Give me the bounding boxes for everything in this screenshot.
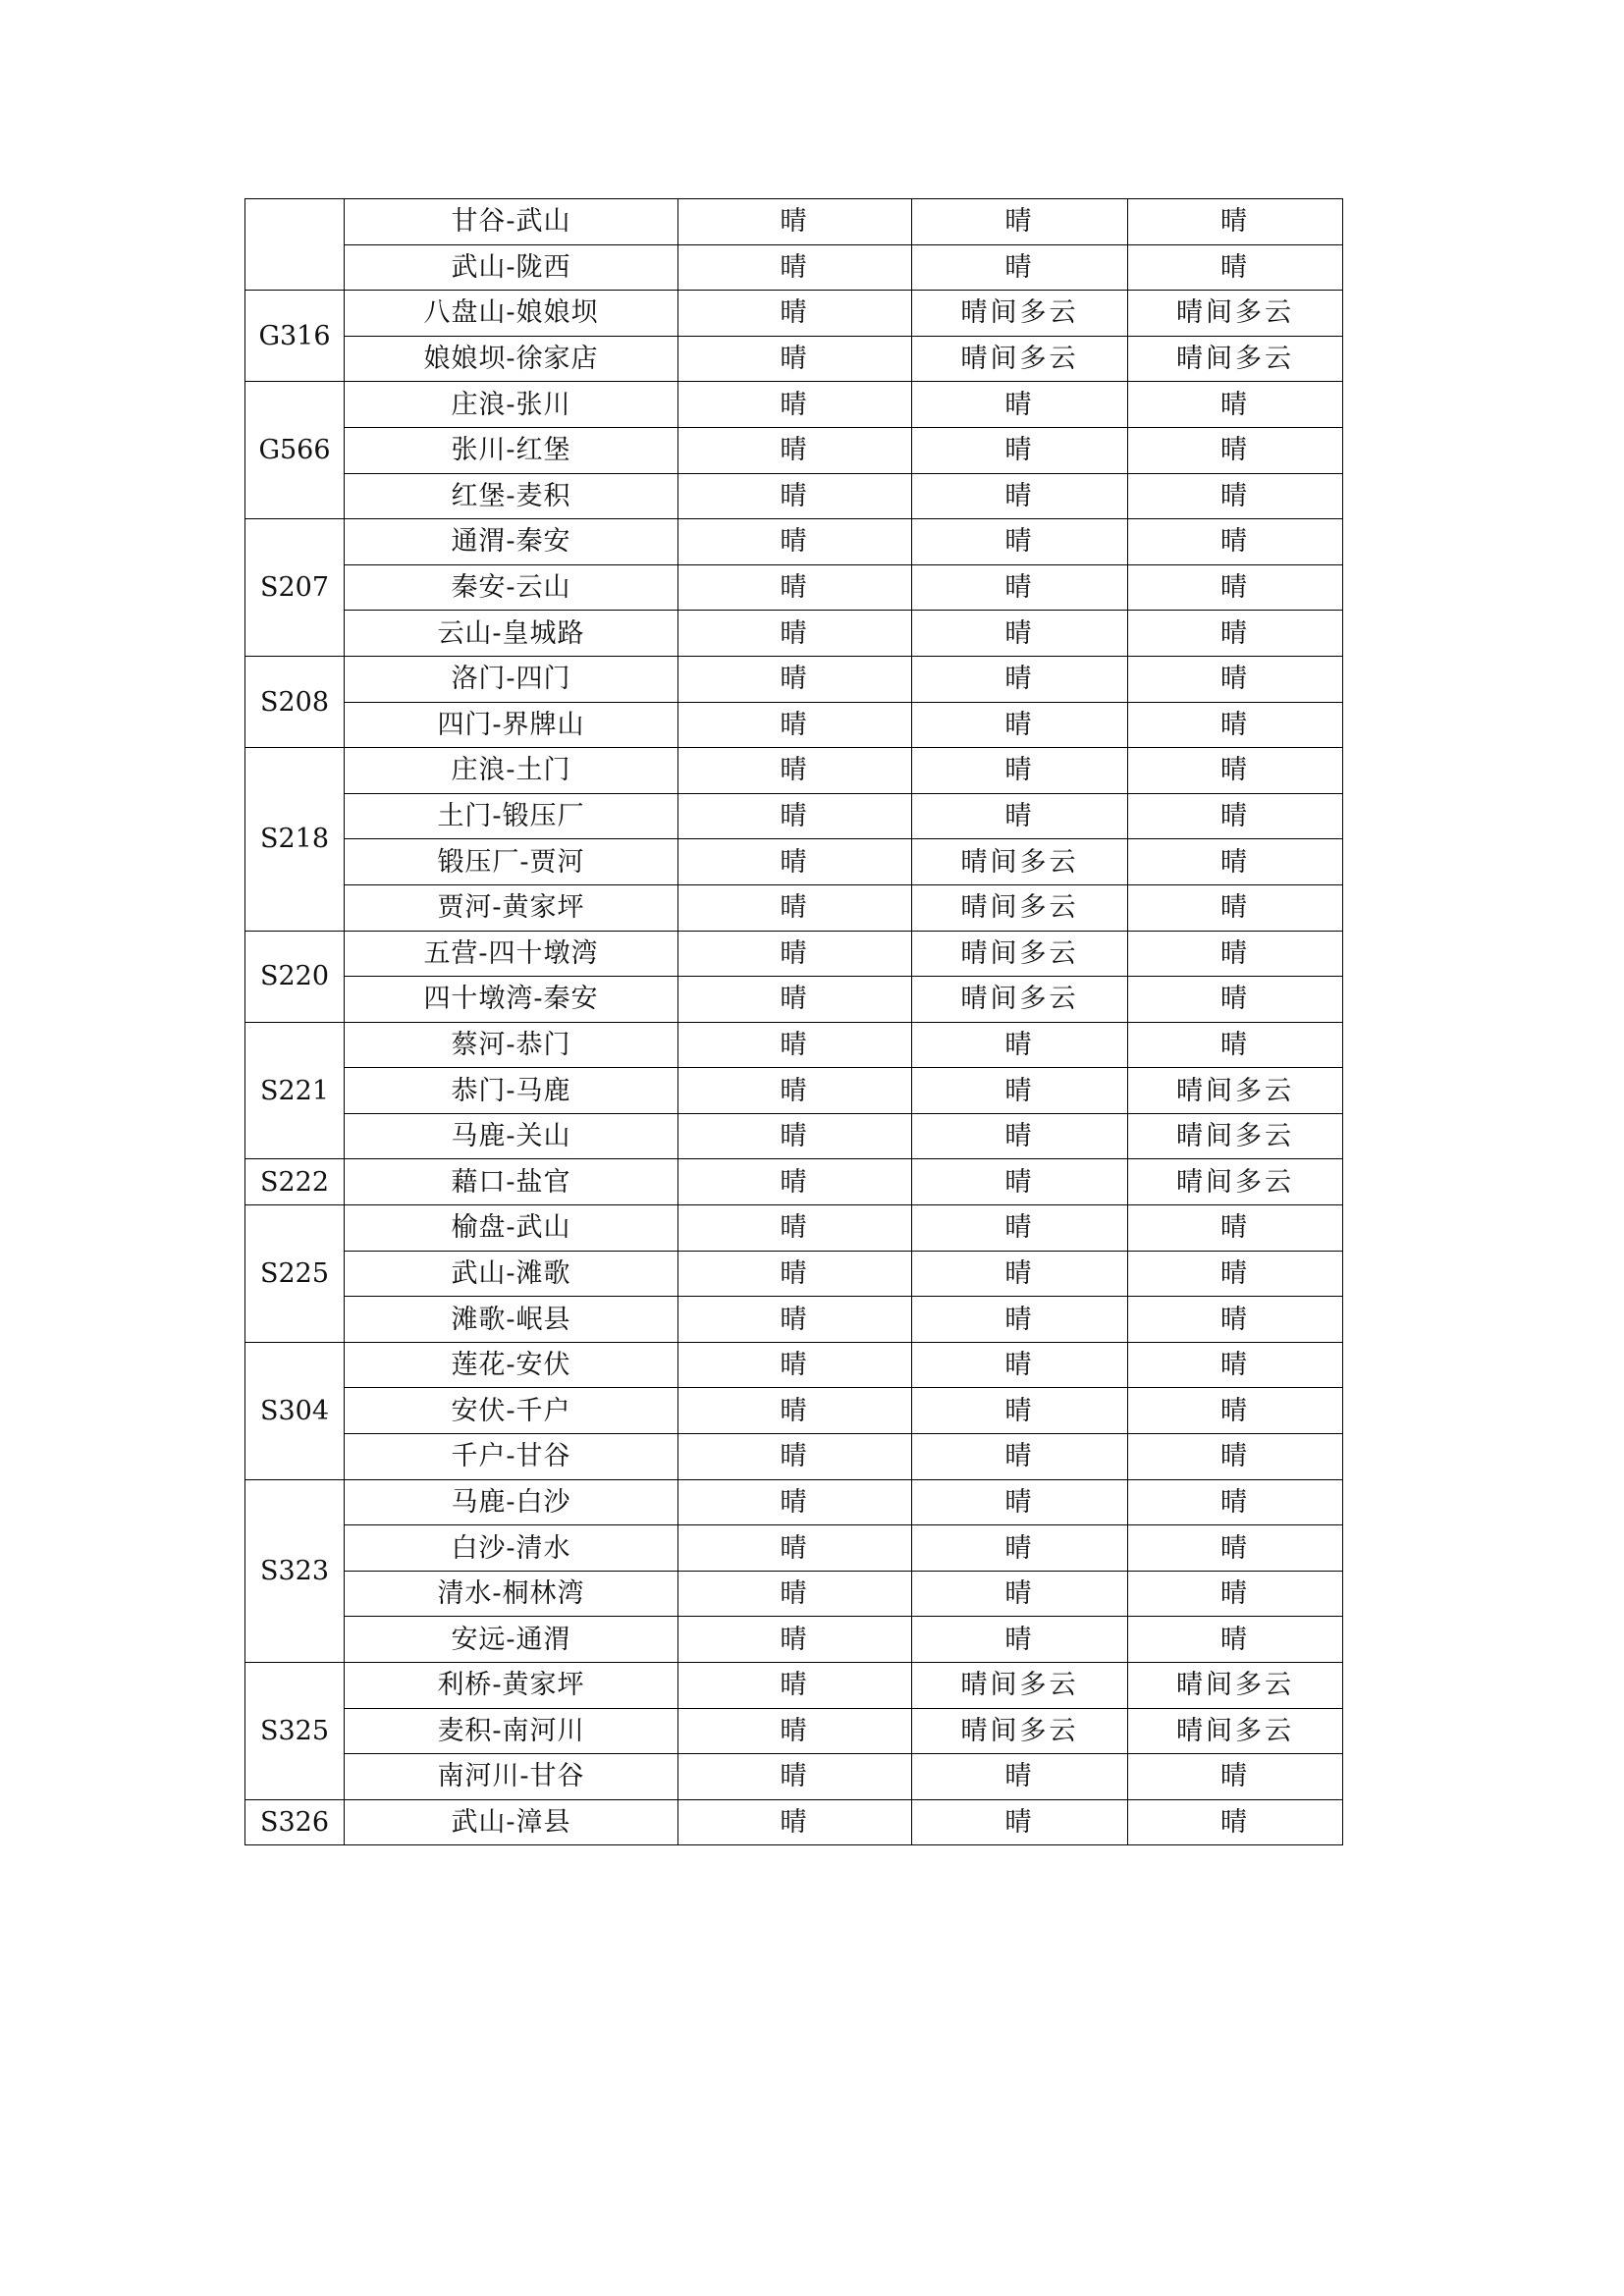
weather-cell-period-2: 晴: [912, 1251, 1128, 1297]
weather-cell-period-1: 晴: [678, 748, 912, 794]
table-row: [245, 1205, 1343, 1252]
table-row: [245, 1663, 1343, 1709]
table-row: [245, 977, 1343, 1023]
weather-cell-period-2: 晴间多云: [912, 336, 1128, 382]
route-code-cell: S218: [245, 748, 345, 931]
weather-cell-period-2: 晴: [912, 1799, 1128, 1845]
weather-cell-period-1: 晴: [678, 1799, 912, 1845]
weather-cell-period-3: 晴: [1128, 611, 1343, 657]
table-row: [245, 1251, 1343, 1297]
weather-cell-period-3: 晴: [1128, 1479, 1343, 1525]
route-code-cell: S323: [245, 1479, 345, 1662]
weather-cell-period-1: 晴: [678, 382, 912, 428]
route-code-cell: S326: [245, 1799, 345, 1845]
weather-cell-period-3: 晴: [1128, 1342, 1343, 1388]
road-section-cell: 榆盘-武山: [345, 1205, 678, 1252]
weather-cell-period-3: 晴: [1128, 977, 1343, 1023]
weather-cell-period-1: 晴: [678, 1113, 912, 1159]
weather-cell-period-3: 晴: [1128, 884, 1343, 931]
weather-cell-period-2: 晴: [912, 656, 1128, 702]
weather-cell-period-3: 晴间多云: [1128, 1159, 1343, 1205]
road-section-cell: 马鹿-白沙: [345, 1479, 678, 1525]
road-section-cell: 莲花-安伏: [345, 1342, 678, 1388]
table-row: [245, 336, 1343, 382]
table-row: [245, 1571, 1343, 1617]
weather-cell-period-2: 晴间多云: [912, 884, 1128, 931]
road-section-cell: 滩歌-岷县: [345, 1297, 678, 1343]
road-section-cell: 秦安-云山: [345, 564, 678, 611]
weather-cell-period-3: 晴: [1128, 702, 1343, 748]
weather-cell-period-3: 晴: [1128, 1525, 1343, 1572]
table-row: [245, 1022, 1343, 1068]
weather-cell-period-2: 晴: [912, 1525, 1128, 1572]
weather-cell-period-3: 晴: [1128, 244, 1343, 291]
weather-cell-period-3: 晴: [1128, 748, 1343, 794]
table-row: [245, 1068, 1343, 1114]
weather-cell-period-3: 晴: [1128, 1022, 1343, 1068]
weather-cell-period-2: 晴: [912, 473, 1128, 519]
road-weather-table-body: [245, 199, 1343, 1845]
table-row: [245, 244, 1343, 291]
road-section-cell: 娘娘坝-徐家店: [345, 336, 678, 382]
road-section-cell: 贾河-黄家坪: [345, 884, 678, 931]
weather-cell-period-2: 晴: [912, 1434, 1128, 1480]
weather-cell-period-1: 晴: [678, 656, 912, 702]
table-row: [245, 748, 1343, 794]
weather-cell-period-3: 晴: [1128, 1205, 1343, 1252]
table-row: [245, 1799, 1343, 1845]
weather-cell-period-3: 晴: [1128, 1297, 1343, 1343]
table-row: [245, 1159, 1343, 1205]
weather-cell-period-1: 晴: [678, 291, 912, 337]
weather-cell-period-1: 晴: [678, 1022, 912, 1068]
road-section-cell: 马鹿-关山: [345, 1113, 678, 1159]
table-row: [245, 839, 1343, 885]
table-row: [245, 1754, 1343, 1800]
weather-cell-period-2: 晴: [912, 1571, 1128, 1617]
weather-cell-period-1: 晴: [678, 1205, 912, 1252]
weather-cell-period-3: 晴间多云: [1128, 1663, 1343, 1709]
weather-cell-period-3: 晴间多云: [1128, 336, 1343, 382]
weather-cell-period-3: 晴: [1128, 519, 1343, 565]
weather-cell-period-2: 晴: [912, 564, 1128, 611]
weather-cell-period-3: 晴: [1128, 1617, 1343, 1663]
table-row: [245, 931, 1343, 977]
table-row: [245, 702, 1343, 748]
road-section-cell: 安远-通渭: [345, 1617, 678, 1663]
road-section-cell: 土门-锻压厂: [345, 793, 678, 839]
table-row: [245, 1297, 1343, 1343]
road-section-cell: 通渭-秦安: [345, 519, 678, 565]
weather-cell-period-2: 晴: [912, 1617, 1128, 1663]
weather-cell-period-3: 晴: [1128, 793, 1343, 839]
weather-cell-period-1: 晴: [678, 1571, 912, 1617]
weather-cell-period-3: 晴间多云: [1128, 1068, 1343, 1114]
weather-cell-period-1: 晴: [678, 1708, 912, 1754]
route-code-cell: S220: [245, 931, 345, 1022]
road-section-cell: 恭门-马鹿: [345, 1068, 678, 1114]
weather-cell-period-1: 晴: [678, 793, 912, 839]
weather-cell-period-1: 晴: [678, 931, 912, 977]
weather-cell-period-1: 晴: [678, 336, 912, 382]
weather-cell-period-2: 晴: [912, 1022, 1128, 1068]
weather-cell-period-1: 晴: [678, 1251, 912, 1297]
table-row: [245, 1525, 1343, 1572]
weather-cell-period-2: 晴: [912, 702, 1128, 748]
table-row: [245, 564, 1343, 611]
weather-cell-period-3: 晴: [1128, 1799, 1343, 1845]
weather-cell-period-1: 晴: [678, 427, 912, 473]
weather-cell-period-2: 晴: [912, 1068, 1128, 1114]
road-section-cell: 五营-四十墩湾: [345, 931, 678, 977]
weather-cell-period-1: 晴: [678, 564, 912, 611]
road-section-cell: 麦积-南河川: [345, 1708, 678, 1754]
weather-cell-period-3: 晴: [1128, 1571, 1343, 1617]
weather-cell-period-1: 晴: [678, 611, 912, 657]
weather-cell-period-1: 晴: [678, 1297, 912, 1343]
road-section-cell: 蔡河-恭门: [345, 1022, 678, 1068]
weather-cell-period-3: 晴: [1128, 427, 1343, 473]
weather-cell-period-3: 晴间多云: [1128, 1113, 1343, 1159]
weather-cell-period-3: 晴间多云: [1128, 291, 1343, 337]
route-code-cell: G316: [245, 291, 345, 382]
road-section-cell: 武山-漳县: [345, 1799, 678, 1845]
weather-cell-period-3: 晴: [1128, 473, 1343, 519]
road-section-cell: 张川-红堡: [345, 427, 678, 473]
road-section-cell: 武山-滩歌: [345, 1251, 678, 1297]
weather-cell-period-1: 晴: [678, 1342, 912, 1388]
table-row: [245, 793, 1343, 839]
road-section-cell: 白沙-清水: [345, 1525, 678, 1572]
weather-cell-period-3: 晴: [1128, 382, 1343, 428]
route-code-cell: S222: [245, 1159, 345, 1205]
table-row: [245, 427, 1343, 473]
weather-cell-period-2: 晴: [912, 244, 1128, 291]
table-row: [245, 1617, 1343, 1663]
weather-cell-period-1: 晴: [678, 1159, 912, 1205]
road-section-cell: 八盘山-娘娘坝: [345, 291, 678, 337]
weather-cell-period-3: 晴: [1128, 564, 1343, 611]
table-row: [245, 1388, 1343, 1434]
weather-cell-period-1: 晴: [678, 1434, 912, 1480]
weather-cell-period-3: 晴: [1128, 931, 1343, 977]
road-section-cell: 利桥-黄家坪: [345, 1663, 678, 1709]
weather-cell-period-1: 晴: [678, 702, 912, 748]
route-code-cell: G566: [245, 382, 345, 519]
weather-cell-period-1: 晴: [678, 199, 912, 245]
road-section-cell: 安伏-千户: [345, 1388, 678, 1434]
road-section-cell: 千户-甘谷: [345, 1434, 678, 1480]
weather-cell-period-1: 晴: [678, 1479, 912, 1525]
weather-cell-period-2: 晴: [912, 1205, 1128, 1252]
route-code-cell: S207: [245, 519, 345, 657]
weather-cell-period-1: 晴: [678, 977, 912, 1023]
weather-cell-period-2: 晴: [912, 382, 1128, 428]
table-row: [245, 291, 1343, 337]
weather-cell-period-2: 晴: [912, 793, 1128, 839]
table-row: [245, 473, 1343, 519]
road-section-cell: 洛门-四门: [345, 656, 678, 702]
road-section-cell: 甘谷-武山: [345, 199, 678, 245]
table-row: [245, 611, 1343, 657]
route-code-cell: S304: [245, 1342, 345, 1479]
weather-cell-period-3: 晴: [1128, 656, 1343, 702]
weather-cell-period-3: 晴: [1128, 1754, 1343, 1800]
route-code-cell: S221: [245, 1022, 345, 1159]
weather-cell-period-3: 晴: [1128, 839, 1343, 885]
table-row: [245, 656, 1343, 702]
table-row: [245, 1434, 1343, 1480]
weather-cell-period-2: 晴间多云: [912, 1663, 1128, 1709]
road-section-cell: 藉口-盐官: [345, 1159, 678, 1205]
weather-cell-period-3: 晴: [1128, 1434, 1343, 1480]
route-code-cell: [245, 199, 345, 291]
route-code-cell: S325: [245, 1663, 345, 1800]
weather-cell-period-1: 晴: [678, 839, 912, 885]
weather-cell-period-2: 晴: [912, 1297, 1128, 1343]
table-row: [245, 382, 1343, 428]
weather-cell-period-2: 晴: [912, 1113, 1128, 1159]
road-weather-table: [244, 198, 1343, 1845]
road-section-cell: 四门-界牌山: [345, 702, 678, 748]
road-section-cell: 红堡-麦积: [345, 473, 678, 519]
weather-cell-period-1: 晴: [678, 884, 912, 931]
weather-cell-period-2: 晴: [912, 611, 1128, 657]
route-code-cell: S208: [245, 656, 345, 747]
road-section-cell: 云山-皇城路: [345, 611, 678, 657]
table-row: [245, 884, 1343, 931]
weather-cell-period-2: 晴间多云: [912, 977, 1128, 1023]
weather-cell-period-2: 晴: [912, 1159, 1128, 1205]
weather-cell-period-1: 晴: [678, 1663, 912, 1709]
weather-cell-period-3: 晴: [1128, 199, 1343, 245]
weather-cell-period-2: 晴间多云: [912, 291, 1128, 337]
route-code-cell: S225: [245, 1205, 345, 1343]
weather-cell-period-2: 晴间多云: [912, 1708, 1128, 1754]
weather-cell-period-1: 晴: [678, 1754, 912, 1800]
road-section-cell: 清水-桐林湾: [345, 1571, 678, 1617]
weather-cell-period-3: 晴: [1128, 1251, 1343, 1297]
weather-cell-period-1: 晴: [678, 1388, 912, 1434]
weather-cell-period-2: 晴: [912, 1342, 1128, 1388]
weather-cell-period-1: 晴: [678, 473, 912, 519]
weather-cell-period-2: 晴: [912, 1479, 1128, 1525]
weather-cell-period-2: 晴: [912, 1754, 1128, 1800]
road-section-cell: 武山-陇西: [345, 244, 678, 291]
table-row: [245, 1708, 1343, 1754]
table-row: [245, 1479, 1343, 1525]
weather-cell-period-1: 晴: [678, 244, 912, 291]
weather-cell-period-3: 晴: [1128, 1388, 1343, 1434]
weather-cell-period-2: 晴: [912, 748, 1128, 794]
road-section-cell: 锻压厂-贾河: [345, 839, 678, 885]
table-row: [245, 1342, 1343, 1388]
weather-cell-period-2: 晴间多云: [912, 839, 1128, 885]
weather-cell-period-2: 晴: [912, 199, 1128, 245]
weather-cell-period-2: 晴: [912, 519, 1128, 565]
weather-cell-period-3: 晴间多云: [1128, 1708, 1343, 1754]
road-section-cell: 庄浪-土门: [345, 748, 678, 794]
road-section-cell: 庄浪-张川: [345, 382, 678, 428]
weather-cell-period-2: 晴间多云: [912, 931, 1128, 977]
road-section-cell: 南河川-甘谷: [345, 1754, 678, 1800]
weather-cell-period-1: 晴: [678, 1617, 912, 1663]
weather-cell-period-1: 晴: [678, 1068, 912, 1114]
weather-cell-period-1: 晴: [678, 1525, 912, 1572]
table-row: [245, 519, 1343, 565]
weather-cell-period-1: 晴: [678, 519, 912, 565]
table-row: [245, 1113, 1343, 1159]
weather-cell-period-2: 晴: [912, 427, 1128, 473]
weather-cell-period-2: 晴: [912, 1388, 1128, 1434]
road-section-cell: 四十墩湾-秦安: [345, 977, 678, 1023]
table-row: [245, 199, 1343, 245]
